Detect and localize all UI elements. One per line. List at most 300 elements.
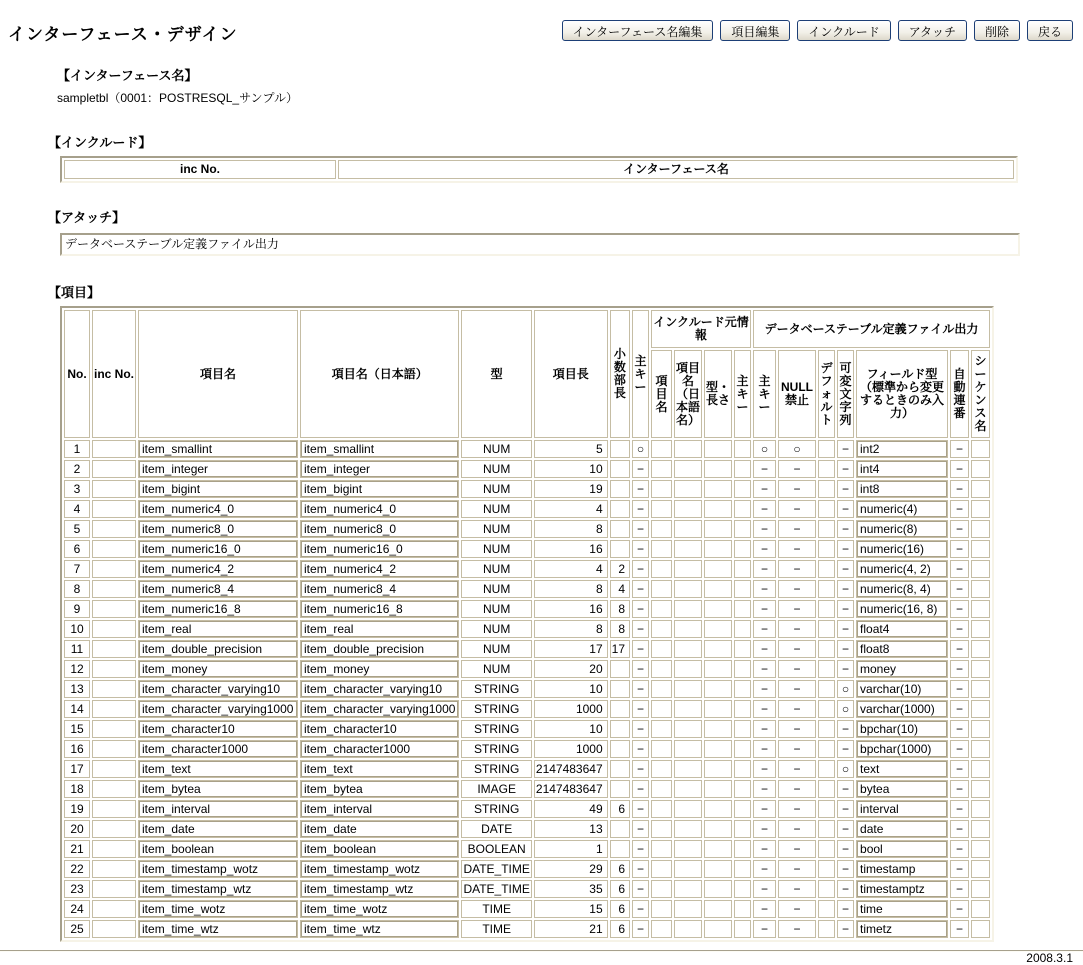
cell-db-default xyxy=(818,440,835,458)
cell-inc-pk xyxy=(734,520,751,538)
cell-length: 29 xyxy=(534,860,608,878)
cell-type: NUM xyxy=(461,560,531,578)
cell-type: DATE_TIME xyxy=(463,882,530,896)
cell-inc-name-jp xyxy=(674,440,702,458)
cell-db-pk: − xyxy=(753,900,776,918)
cell-inc-name xyxy=(651,680,672,698)
cell-inc-name xyxy=(651,440,672,458)
cell-pk: − xyxy=(632,840,649,858)
cell-db-varchar: − xyxy=(837,500,854,518)
cell-inc-name xyxy=(651,540,672,558)
cell-inc-name xyxy=(651,640,672,658)
cell-decimals xyxy=(610,720,630,738)
table-row xyxy=(64,880,990,898)
cell-db-field-type xyxy=(856,660,948,678)
cell-name-jp-box: item_boolean xyxy=(301,841,458,857)
cell-db-field-type xyxy=(856,720,948,738)
cell-decimals xyxy=(610,480,630,498)
cell-name-jp xyxy=(300,600,459,618)
cell-pk: − xyxy=(632,660,649,678)
toolbar xyxy=(562,20,1075,41)
cell-pk: − xyxy=(632,680,649,698)
cell-db-pk: − xyxy=(753,700,776,718)
cell-name-box: item_money xyxy=(139,661,297,677)
cell-name-box: item_boolean xyxy=(139,841,297,857)
cell-db-varchar: − xyxy=(837,440,854,458)
cell-db-pk: − xyxy=(753,780,776,798)
cell-db-sequence xyxy=(971,500,990,518)
cell-name xyxy=(138,540,298,558)
cell-type: TIME xyxy=(461,920,531,938)
cell-inc-name-jp xyxy=(674,540,702,558)
col-header-db-default: デフォルト xyxy=(818,350,835,438)
cell-inc-no xyxy=(92,460,136,478)
cell-db-varchar: − xyxy=(837,660,854,678)
cell-db-default xyxy=(818,540,835,558)
cell-name-jp xyxy=(300,480,459,498)
cell-no: 23 xyxy=(64,880,90,898)
cell-name xyxy=(138,760,298,778)
cell-db-auto-number: − xyxy=(950,460,969,478)
cell-length: 21 xyxy=(534,920,608,938)
cell-db-varchar: − xyxy=(837,460,854,478)
cell-name-jp xyxy=(300,620,459,638)
cell-decimals xyxy=(610,820,630,838)
cell-name xyxy=(138,800,298,818)
col-header-db-field-type: フィールド型（標準から変更するときのみ入力） xyxy=(856,350,948,438)
cell-name-box: item_time_wtz xyxy=(139,921,297,937)
cell-inc-name-jp xyxy=(674,600,702,618)
cell-inc-name-jp xyxy=(674,680,702,698)
cell-name-jp xyxy=(300,880,459,898)
cell-type: STRING xyxy=(461,740,531,758)
cell-inc-no xyxy=(92,700,136,718)
group-header-db-output: データベーステーブル定義ファイル出力 xyxy=(753,310,990,348)
cell-db-field-type-box: int4 xyxy=(857,461,947,477)
table-row xyxy=(64,700,990,718)
cell-inc-type-len xyxy=(704,500,732,518)
cell-db-varchar: − xyxy=(837,880,854,898)
cell-inc-name xyxy=(651,660,672,678)
cell-length: 17 xyxy=(534,640,608,658)
cell-db-pk: − xyxy=(753,600,776,618)
cell-name xyxy=(138,740,298,758)
cell-db-sequence xyxy=(971,440,990,458)
cell-name-jp xyxy=(300,820,459,838)
cell-name-box: item_character_varying1000 xyxy=(139,701,297,717)
cell-inc-no xyxy=(92,780,136,798)
cell-decimals xyxy=(610,460,630,478)
cell-db-field-type-box: varchar(10) xyxy=(857,681,947,697)
cell-db-pk: − xyxy=(753,460,776,478)
cell-db-auto-number: − xyxy=(950,880,969,898)
cell-inc-name xyxy=(651,800,672,818)
cell-length: 2147483647 xyxy=(534,780,608,798)
cell-no: 21 xyxy=(64,840,90,858)
cell-inc-type-len xyxy=(704,880,732,898)
cell-inc-no xyxy=(92,680,136,698)
cell-inc-type-len xyxy=(704,600,732,618)
cell-db-default xyxy=(818,680,835,698)
group-header-include-source: インクルード元情報 xyxy=(651,310,751,348)
cell-name-jp xyxy=(300,900,459,918)
cell-inc-pk xyxy=(734,900,751,918)
cell-db-auto-number: − xyxy=(950,440,969,458)
cell-name-box: item_interval xyxy=(139,801,297,817)
cell-pk: − xyxy=(632,920,649,938)
cell-db-varchar: − xyxy=(837,800,854,818)
cell-db-default xyxy=(818,800,835,818)
cell-name-box: item_bigint xyxy=(139,481,297,497)
cell-inc-no xyxy=(92,800,136,818)
cell-db-field-type-box: text xyxy=(857,761,947,777)
cell-name xyxy=(138,680,298,698)
table-row xyxy=(64,440,990,458)
cell-db-default xyxy=(818,500,835,518)
cell-name-jp-box: item_numeric4_2 xyxy=(301,561,458,577)
cell-name-box: item_numeric8_4 xyxy=(139,581,297,597)
cell-db-field-type xyxy=(856,680,948,698)
col-header-db-varchar: 可変文字列 xyxy=(837,350,854,438)
cell-no: 25 xyxy=(64,920,90,938)
cell-pk: − xyxy=(632,580,649,598)
cell-type: STRING xyxy=(461,760,531,778)
cell-db-sequence xyxy=(971,880,990,898)
cell-db-field-type xyxy=(856,500,948,518)
cell-inc-type-len xyxy=(704,560,732,578)
cell-decimals: 8 xyxy=(610,620,630,638)
cell-name-box: item_character10 xyxy=(139,721,297,737)
cell-no: 5 xyxy=(64,520,90,538)
cell-db-field-type xyxy=(856,780,948,798)
col-header-inc-type-len: 型・長さ xyxy=(704,350,732,438)
cell-name-jp-box: item_time_wotz xyxy=(301,901,458,917)
cell-inc-type-len xyxy=(704,840,732,858)
attach-button[interactable]: アタッチ xyxy=(898,20,967,41)
cell-inc-pk xyxy=(734,460,751,478)
cell-name-jp xyxy=(300,520,459,538)
cell-db-not-null: − xyxy=(778,820,816,838)
cell-inc-type-len xyxy=(704,580,732,598)
cell-name-jp-box: item_numeric4_0 xyxy=(301,501,458,517)
col-header-type: 型 xyxy=(461,310,531,438)
cell-name-jp xyxy=(300,840,459,858)
cell-length: 4 xyxy=(534,560,608,578)
cell-db-varchar: − xyxy=(837,840,854,858)
cell-db-default xyxy=(818,720,835,738)
cell-no: 9 xyxy=(64,600,90,618)
cell-decimals xyxy=(610,520,630,538)
cell-name-jp xyxy=(300,680,459,698)
cell-name xyxy=(138,820,298,838)
cell-db-field-type-box: interval xyxy=(857,801,947,817)
cell-db-sequence xyxy=(971,480,990,498)
cell-db-varchar: − xyxy=(837,720,854,738)
cell-inc-pk xyxy=(734,920,751,938)
table-row xyxy=(64,760,990,778)
cell-no: 24 xyxy=(64,900,90,918)
cell-db-not-null: − xyxy=(778,460,816,478)
cell-db-auto-number: − xyxy=(950,540,969,558)
cell-db-varchar: − xyxy=(837,520,854,538)
cell-length: 8 xyxy=(534,620,608,638)
cell-db-auto-number: − xyxy=(950,700,969,718)
cell-db-field-type xyxy=(856,760,948,778)
cell-no: 14 xyxy=(64,700,90,718)
table-row xyxy=(64,620,990,638)
cell-name-jp xyxy=(300,700,459,718)
cell-decimals xyxy=(610,840,630,858)
cell-db-field-type-box: int2 xyxy=(857,441,947,457)
cell-decimals: 6 xyxy=(610,880,630,898)
cell-db-auto-number: − xyxy=(950,760,969,778)
cell-db-sequence xyxy=(971,760,990,778)
cell-db-default xyxy=(818,780,835,798)
cell-inc-name xyxy=(651,840,672,858)
cell-db-sequence xyxy=(971,800,990,818)
cell-decimals: 17 xyxy=(610,640,630,658)
cell-inc-type-len xyxy=(704,780,732,798)
cell-name xyxy=(138,700,298,718)
cell-inc-pk xyxy=(734,560,751,578)
cell-db-auto-number: − xyxy=(950,740,969,758)
cell-inc-pk xyxy=(734,740,751,758)
cell-decimals: 2 xyxy=(610,560,630,578)
cell-pk: − xyxy=(632,540,649,558)
delete-button[interactable]: 削除 xyxy=(974,20,1020,41)
table-row xyxy=(64,520,990,538)
include-col-inc-no: inc No. xyxy=(64,160,336,179)
cell-pk: − xyxy=(632,700,649,718)
cell-db-not-null: − xyxy=(778,640,816,658)
cell-inc-name xyxy=(651,620,672,638)
cell-no: 1 xyxy=(64,440,90,458)
cell-inc-pk xyxy=(734,640,751,658)
cell-db-field-type xyxy=(856,740,948,758)
cell-db-sequence xyxy=(971,580,990,598)
table-row xyxy=(64,920,990,938)
cell-inc-no xyxy=(92,540,136,558)
cell-inc-name xyxy=(651,920,672,938)
cell-inc-name-jp xyxy=(674,860,702,878)
edit-items-button[interactable]: 項目編集 xyxy=(720,20,790,41)
cell-length: 16 xyxy=(534,540,608,558)
cell-no: 17 xyxy=(64,760,90,778)
cell-inc-name-jp xyxy=(674,780,702,798)
cell-decimals: 6 xyxy=(610,860,630,878)
cell-pk: − xyxy=(632,500,649,518)
cell-no: 22 xyxy=(64,860,90,878)
cell-inc-type-len xyxy=(704,540,732,558)
cell-db-field-type xyxy=(856,880,948,898)
cell-pk: − xyxy=(632,460,649,478)
cell-name-jp xyxy=(300,580,459,598)
cell-name-box: item_character1000 xyxy=(139,741,297,757)
cell-db-not-null: − xyxy=(778,680,816,698)
cell-db-varchar: − xyxy=(837,820,854,838)
cell-db-not-null: − xyxy=(778,560,816,578)
cell-type: STRING xyxy=(461,720,531,738)
cell-decimals xyxy=(610,440,630,458)
cell-db-sequence xyxy=(971,460,990,478)
cell-db-default xyxy=(818,760,835,778)
cell-name-jp xyxy=(300,800,459,818)
cell-db-default xyxy=(818,840,835,858)
cell-db-sequence xyxy=(971,920,990,938)
cell-pk: ○ xyxy=(632,440,649,458)
cell-db-pk: − xyxy=(753,880,776,898)
cell-name-box: item_numeric4_0 xyxy=(139,501,297,517)
cell-db-varchar: ○ xyxy=(837,700,854,718)
interface-name-section-label: 【インターフェース名】 xyxy=(57,68,198,83)
cell-db-pk: − xyxy=(753,680,776,698)
cell-db-default xyxy=(818,580,835,598)
cell-db-field-type xyxy=(856,520,948,538)
cell-db-field-type-box: varchar(1000) xyxy=(857,701,947,717)
cell-name-jp-box: item_numeric8_0 xyxy=(301,521,458,537)
cell-no: 7 xyxy=(64,560,90,578)
cell-inc-name-jp xyxy=(674,740,702,758)
cell-inc-type-len xyxy=(704,620,732,638)
cell-db-field-type-box: bytea xyxy=(857,781,947,797)
cell-type: NUM xyxy=(461,440,531,458)
cell-inc-type-len xyxy=(704,480,732,498)
cell-length: 49 xyxy=(534,800,608,818)
include-button[interactable]: インクルード xyxy=(797,20,890,41)
cell-inc-name-jp xyxy=(674,500,702,518)
cell-name xyxy=(138,840,298,858)
cell-length: 1000 xyxy=(534,700,608,718)
cell-db-pk: − xyxy=(753,720,776,738)
cell-inc-no xyxy=(92,900,136,918)
cell-type: NUM xyxy=(461,500,531,518)
cell-db-auto-number: − xyxy=(950,840,969,858)
cell-inc-type-len xyxy=(704,720,732,738)
col-header-length: 項目長 xyxy=(534,310,608,438)
cell-db-field-type xyxy=(856,920,948,938)
cell-name-jp xyxy=(300,740,459,758)
cell-name xyxy=(138,600,298,618)
cell-db-pk: − xyxy=(753,820,776,838)
col-header-db-pk: 主キー xyxy=(753,350,776,438)
col-header-inc-no: inc No. xyxy=(92,310,136,438)
cell-inc-no xyxy=(92,520,136,538)
cell-inc-name xyxy=(651,820,672,838)
cell-db-pk: − xyxy=(753,480,776,498)
cell-type: NUM xyxy=(461,620,531,638)
cell-name xyxy=(138,500,298,518)
cell-name-jp-box: item_numeric16_0 xyxy=(301,541,458,557)
cell-inc-no xyxy=(92,920,136,938)
cell-inc-type-len xyxy=(704,800,732,818)
include-col-interface-name: インターフェース名 xyxy=(338,160,1014,179)
cell-decimals: 8 xyxy=(610,600,630,618)
cell-inc-no xyxy=(92,880,136,898)
table-row xyxy=(64,900,990,918)
cell-name xyxy=(138,920,298,938)
items-table-body xyxy=(64,440,990,938)
cell-db-auto-number: − xyxy=(950,560,969,578)
cell-type: NUM xyxy=(461,640,531,658)
cell-name-jp xyxy=(300,780,459,798)
cell-db-sequence xyxy=(971,540,990,558)
cell-db-field-type-box: bool xyxy=(857,841,947,857)
cell-inc-no xyxy=(92,500,136,518)
cell-db-pk: − xyxy=(753,860,776,878)
cell-type: STRING xyxy=(461,680,531,698)
cell-db-not-null: − xyxy=(778,500,816,518)
cell-inc-type-len xyxy=(704,460,732,478)
table-row xyxy=(64,460,990,478)
cell-name xyxy=(138,780,298,798)
cell-name xyxy=(138,720,298,738)
cell-type: TIME xyxy=(461,900,531,918)
back-button[interactable]: 戻る xyxy=(1027,20,1073,41)
cell-inc-type-len xyxy=(704,660,732,678)
cell-name-jp xyxy=(300,860,459,878)
cell-db-pk: − xyxy=(753,580,776,598)
cell-length: 10 xyxy=(534,680,608,698)
cell-db-pk: − xyxy=(753,760,776,778)
cell-db-field-type-box: numeric(4) xyxy=(857,501,947,517)
cell-inc-no xyxy=(92,760,136,778)
cell-length: 10 xyxy=(534,720,608,738)
cell-db-default xyxy=(818,660,835,678)
cell-type: BOOLEAN xyxy=(461,840,531,858)
edit-interface-name-button[interactable]: インターフェース名編集 xyxy=(562,20,714,41)
cell-db-sequence xyxy=(971,780,990,798)
cell-name-box: item_numeric4_2 xyxy=(139,561,297,577)
cell-db-sequence xyxy=(971,840,990,858)
cell-inc-name xyxy=(651,780,672,798)
cell-inc-name xyxy=(651,720,672,738)
cell-name xyxy=(138,460,298,478)
col-header-inc-name-jp: 項目名（日本語名） xyxy=(674,350,702,438)
cell-db-field-type xyxy=(856,540,948,558)
cell-length: 1 xyxy=(534,840,608,858)
cell-inc-pk xyxy=(734,820,751,838)
cell-db-not-null: − xyxy=(778,660,816,678)
cell-inc-name-jp xyxy=(674,520,702,538)
cell-no: 20 xyxy=(64,820,90,838)
cell-name-box: item_numeric16_8 xyxy=(139,601,297,617)
cell-name-box: item_timestamp_wtz xyxy=(139,881,297,897)
cell-inc-name-jp xyxy=(674,840,702,858)
table-row xyxy=(64,680,990,698)
cell-db-not-null: − xyxy=(778,840,816,858)
cell-inc-name-jp xyxy=(674,640,702,658)
cell-decimals: 6 xyxy=(610,800,630,818)
cell-db-pk: − xyxy=(753,840,776,858)
cell-db-default xyxy=(818,460,835,478)
cell-inc-pk xyxy=(734,760,751,778)
cell-inc-pk xyxy=(734,540,751,558)
cell-pk: − xyxy=(632,800,649,818)
cell-db-not-null: − xyxy=(778,540,816,558)
cell-inc-no xyxy=(92,620,136,638)
cell-db-default xyxy=(818,880,835,898)
cell-name-box: item_numeric16_0 xyxy=(139,541,297,557)
cell-name-jp xyxy=(300,540,459,558)
cell-pk: − xyxy=(632,880,649,898)
cell-db-field-type-box: date xyxy=(857,821,947,837)
cell-db-default xyxy=(818,640,835,658)
cell-db-auto-number: − xyxy=(950,620,969,638)
cell-name-jp-box: item_interval xyxy=(301,801,458,817)
col-header-db-auto-number: 自動連番 xyxy=(950,350,969,438)
cell-db-default xyxy=(818,700,835,718)
cell-inc-type-len xyxy=(704,440,732,458)
